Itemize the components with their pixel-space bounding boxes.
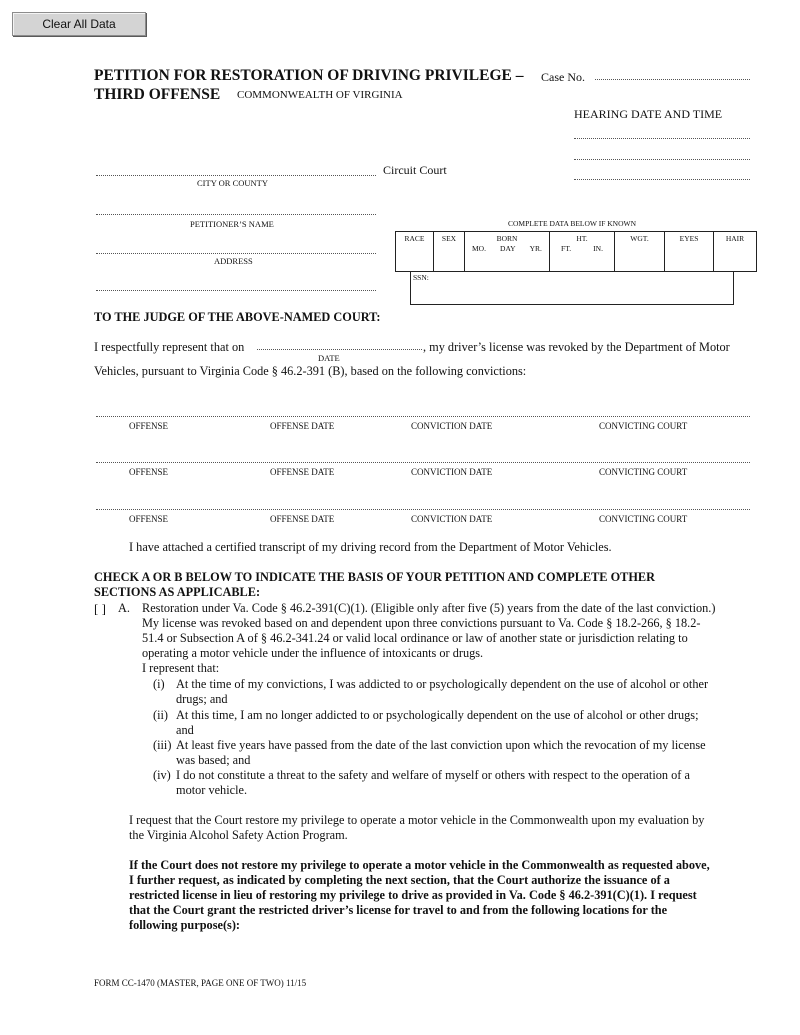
item-ii-line1: At this time, I am no longer addicted to or psychologically dependent on the use of alcohol or other drugs; <box>176 708 699 722</box>
offense-date-label-3: OFFENSE DATE <box>270 514 335 524</box>
convicting-court-label-1: CONVICTING COURT <box>599 421 688 431</box>
case-number-label: Case No. <box>541 70 585 84</box>
height-feet-label: FT. <box>561 244 572 253</box>
height-cell[interactable] <box>550 232 615 272</box>
item-ii-line2: and <box>176 723 194 737</box>
request-line2: the Virginia Alcohol Safety Action Program. <box>129 828 348 842</box>
item-i-num: (i) <box>153 677 165 691</box>
ssn-label: SSN: <box>413 273 429 282</box>
offense-label-3: OFFENSE <box>129 514 169 524</box>
case-number-field[interactable] <box>595 79 750 80</box>
date-label: DATE <box>318 353 340 363</box>
item-iv-line2: motor vehicle. <box>176 783 248 797</box>
sex-label: SEX <box>441 234 457 243</box>
option-a-line3: 51.4 or Subsection A of § 46.2-341.24 or valid local ordinance or law of another state or jurisdiction relating to <box>142 631 688 645</box>
item-iv-line1: I do not constitute a threat to the safety and welfare of myself or others with respect to the operation of a <box>176 768 690 782</box>
restricted-line3: restricted license in lieu of restoring my privilege to drive as provided in Va. Code § 46.2-391(C)(1). I request <box>129 888 697 902</box>
height-inches-label: IN. <box>593 244 603 253</box>
commonwealth-label: COMMONWEALTH OF VIRGINIA <box>237 89 403 101</box>
hearing-date-field-1[interactable] <box>574 138 750 139</box>
personal-data-table <box>395 231 757 272</box>
hearing-date-field-2[interactable] <box>574 159 750 160</box>
option-a-line4: operating a motor vehicle under the influence of intoxicants or drugs. <box>142 646 484 660</box>
item-iii-line2: was based; and <box>176 753 251 767</box>
check-heading-line2: SECTIONS AS APPLICABLE: <box>94 585 261 599</box>
address-field-2[interactable] <box>96 290 376 291</box>
conviction-field-1[interactable] <box>96 416 750 417</box>
item-iii-num: (iii) <box>153 738 172 752</box>
city-county-field[interactable] <box>96 175 376 176</box>
item-iii-line1: At least five years have passed from the date of the last conviction upon which the revocation of my license <box>176 738 706 752</box>
convicting-court-label-2: CONVICTING COURT <box>599 467 688 477</box>
hearing-date-field-3[interactable] <box>574 179 750 180</box>
revocation-date-field[interactable] <box>257 349 422 350</box>
conviction-date-label-1: CONVICTION DATE <box>411 421 493 431</box>
transcript-statement: I have attached a certified transcript of my driving record from the Department of Motor Vehicles. <box>129 540 612 554</box>
petitioner-name-field[interactable] <box>96 214 376 215</box>
restricted-line4: that the Court grant the restricted driver’s license for travel to and from the following locations for the <box>129 903 668 917</box>
circuit-court-label: Circuit Court <box>383 163 447 177</box>
check-heading-line1: CHECK A OR B BELOW TO INDICATE THE BASIS OF YOUR PETITION AND COMPLETE OTHER <box>94 570 655 584</box>
eyes-label: EYES <box>679 234 699 243</box>
sex-cell[interactable] <box>434 232 465 272</box>
convicting-court-label-3: CONVICTING COURT <box>599 514 688 524</box>
address-label: ADDRESS <box>214 256 253 266</box>
city-county-label: CITY OR COUNTY <box>197 178 268 188</box>
weight-label: WGT. <box>630 234 649 243</box>
conviction-field-2[interactable] <box>96 462 750 463</box>
conviction-date-label-3: CONVICTION DATE <box>411 514 493 524</box>
born-label: BORN <box>496 234 518 243</box>
option-a-line1: Restoration under Va. Code § 46.2-391(C)(1). (Eligible only after five (5) years from the date of the last conviction.) <box>142 601 716 615</box>
item-iv-num: (iv) <box>153 768 171 782</box>
restricted-line1: If the Court does not restore my privilege to operate a motor vehicle in the Commonwealth as requested above, <box>129 858 710 872</box>
ssn-field[interactable] <box>410 271 734 305</box>
petitioner-name-label: PETITIONER’S NAME <box>190 219 274 229</box>
clear-all-data-button[interactable]: Clear All Data <box>12 12 146 36</box>
offense-date-label-1: OFFENSE DATE <box>270 421 335 431</box>
offense-label-1: OFFENSE <box>129 421 169 431</box>
item-ii-num: (ii) <box>153 708 169 722</box>
born-year-label: YR. <box>529 244 542 253</box>
restricted-line5: following purpose(s): <box>129 918 241 932</box>
complete-data-note: COMPLETE DATA BELOW IF KNOWN <box>508 219 637 228</box>
offense-date-label-2: OFFENSE DATE <box>270 467 335 477</box>
hearing-date-label: HEARING DATE AND TIME <box>574 107 723 121</box>
race-label: RACE <box>404 234 425 243</box>
race-cell[interactable] <box>396 232 434 272</box>
option-a-checkbox[interactable]: [ ] <box>94 601 106 616</box>
restricted-line2: I further request, as indicated by completing the next section, that the Court authorize the issuance of a <box>129 873 670 887</box>
hair-cell[interactable] <box>714 232 757 272</box>
weight-cell[interactable] <box>615 232 665 272</box>
eyes-cell[interactable] <box>665 232 714 272</box>
option-a-letter: A. <box>118 601 130 615</box>
conviction-date-label-2: CONVICTION DATE <box>411 467 493 477</box>
height-label: HT. <box>576 234 588 243</box>
born-month-label: MO. <box>472 244 486 253</box>
hair-label: HAIR <box>725 234 745 243</box>
request-line1: I request that the Court restore my privilege to operate a motor vehicle in the Commonwealth upon my evaluation by <box>129 813 705 827</box>
born-cell[interactable] <box>465 232 550 272</box>
item-i-line2: drugs; and <box>176 692 228 706</box>
conviction-field-3[interactable] <box>96 509 750 510</box>
represent-line2: Vehicles, pursuant to Virginia Code § 46.2-391 (B), based on the following convictions: <box>94 364 527 378</box>
address-to-judge: TO THE JUDGE OF THE ABOVE-NAMED COURT: <box>94 310 381 324</box>
born-day-label: DAY <box>500 244 516 253</box>
represent-part1: I respectfully represent that on <box>94 340 245 354</box>
item-i-line1: At the time of my convictions, I was addicted to or psychologically dependent on the use of alcohol or other <box>176 677 709 691</box>
represent-part2: , my driver’s license was revoked by the Department of Motor <box>423 340 730 354</box>
offense-label-2: OFFENSE <box>129 467 169 477</box>
form-title-line1: PETITION FOR RESTORATION OF DRIVING PRIVILEGE – <box>94 67 524 84</box>
address-field-1[interactable] <box>96 253 376 254</box>
form-title-line2: THIRD OFFENSE <box>94 86 221 103</box>
option-a-line2: My license was revoked based on and dependent upon three convictions pursuant to Va. Code § 18.2-266, § 18.2- <box>142 616 701 630</box>
form-footer: FORM CC-1470 (MASTER, PAGE ONE OF TWO) 11/15 <box>94 978 307 988</box>
option-a-line5: I represent that: <box>142 661 220 675</box>
